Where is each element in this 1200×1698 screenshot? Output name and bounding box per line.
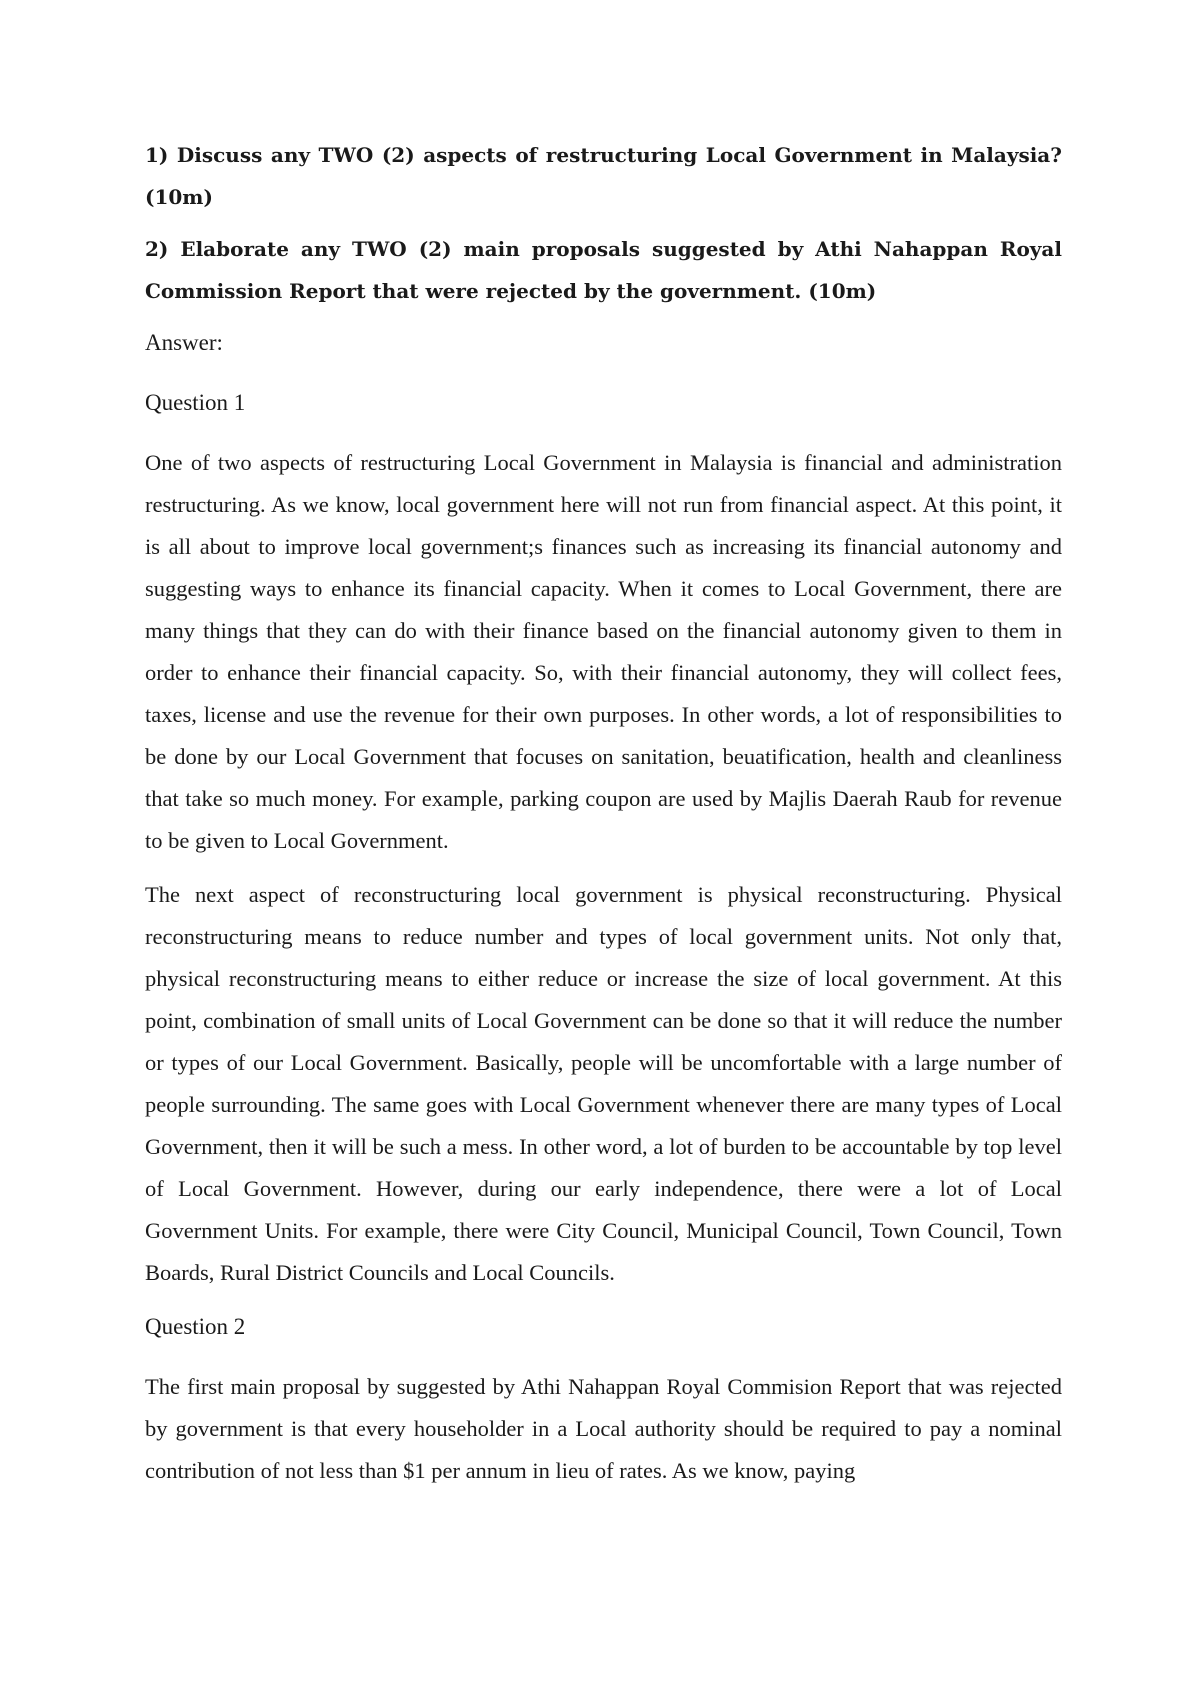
question-2-prompt: 2) Elaborate any TWO (2) main proposals suggested by Athi Nahappan Royal Commission Report that were rejected by the government. (10m) [145,237,1062,303]
question-1-heading: Question 1 [145,390,246,415]
question-1-prompt: 1) Discuss any TWO (2) aspects of restructuring Local Government in Malaysia? (10m) [145,143,1062,209]
question-1-paragraph-2: The next aspect of reconstructuring local government is physical reconstructuring. Physical reconstructuring means to reduce number and types of local government units. Not only that, physical reconstructuring means to either reduce or increase the size of local government. At this point, combination of small units of Local Government can be done so that it will reduce the number or types of our Local Government. Basically, people will be uncomfortable with a large number of people surrounding. The same goes with Local Government whenever there are many types of Local Government, then it will be such a mess. In other word, a lot of burden to be accountable by top level of Local Government. However, during our early independence, there were a lot of Local Government Units. For example, there were City Council, Municipal Council, Town Council, Town Boards, Rural District Councils and Local Councils. [145,882,1062,1285]
question-1-paragraph-1: One of two aspects of restructuring Local Government in Malaysia is financial and administration restructuring. As we know, local government here will not run from financial aspect. At this point, it is all about to improve local government;s finances such as increasing its financial autonomy and suggesting ways to enhance its financial capacity. When it comes to Local Government, there are many things that they can do with their finance based on the financial autonomy given to them in order to enhance their financial capacity. So, with their financial autonomy, they will collect fees, taxes, license and use the revenue for their own purposes. In other words, a lot of responsibilities to be done by our Local Government that focuses on sanitation, beuatification, health and cleanliness that take so much money. For example, parking coupon are used by Majlis Daerah Raub for revenue to be given to Local Government. [145,450,1062,853]
document-body [145,134,1062,1504]
question-2-paragraph-1: The first main proposal by suggested by Athi Nahappan Royal Commision Report that was rejected by government is that every householder in a Local authority should be required to pay a nominal contribution of not less than $1 per annum in lieu of rates. As we know, paying [145,1374,1062,1483]
question-2-heading: Question 2 [145,1314,246,1339]
answer-label: Answer: [145,330,223,355]
